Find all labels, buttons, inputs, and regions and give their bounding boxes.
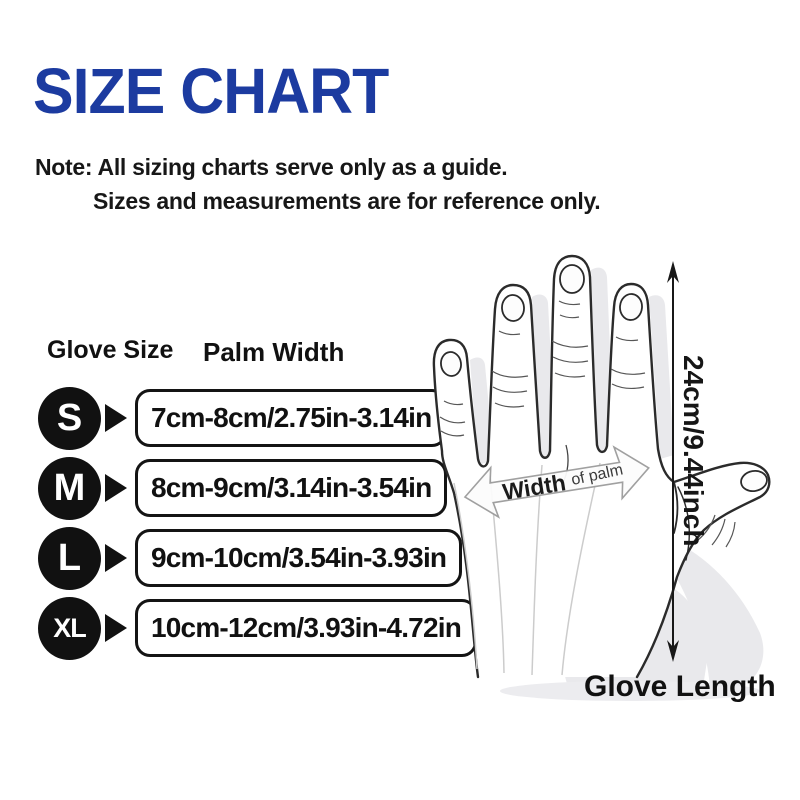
arrow-right-icon xyxy=(105,614,127,642)
width-banner-rest-label: of palm xyxy=(569,461,625,489)
size-badge-s: S xyxy=(38,387,101,450)
size-row-s xyxy=(38,386,447,450)
size-row-l xyxy=(38,526,462,590)
column-header-palm-width: Palm Width xyxy=(203,337,345,367)
note-block xyxy=(35,150,600,218)
palm-width-value-l: 9cm-10cm/3.54in-3.93in xyxy=(135,529,462,587)
size-badge-l: L xyxy=(38,527,101,590)
size-row-xl xyxy=(38,596,477,660)
column-header-glove-size: Glove Size xyxy=(47,336,174,364)
hand-diagram xyxy=(420,225,780,705)
page-title: SIZE CHART xyxy=(33,55,389,127)
palm-width-value-xl: 10cm-12cm/3.93in-4.72in xyxy=(135,599,477,657)
size-row-m xyxy=(38,456,447,520)
size-badge-m: M xyxy=(38,457,101,520)
glove-length-label: Glove Length xyxy=(584,670,776,703)
palm-width-value-s: 7cm-8cm/2.75in-3.14in xyxy=(135,389,447,447)
hand-illustration xyxy=(420,225,780,705)
arrow-right-icon xyxy=(105,474,127,502)
arrow-right-icon xyxy=(105,404,127,432)
glove-length-measurement: 24cm/9.44inch xyxy=(678,355,709,547)
palm-width-value-m: 8cm-9cm/3.14in-3.54in xyxy=(135,459,447,517)
note-line-1: Note: All sizing charts serve only as a guide. xyxy=(35,154,508,180)
width-banner-bold-label: Width xyxy=(500,469,568,505)
note-line-2: Sizes and measurements are for reference only. xyxy=(93,188,601,214)
arrow-right-icon xyxy=(105,544,127,572)
size-badge-xl: XL xyxy=(38,597,101,660)
